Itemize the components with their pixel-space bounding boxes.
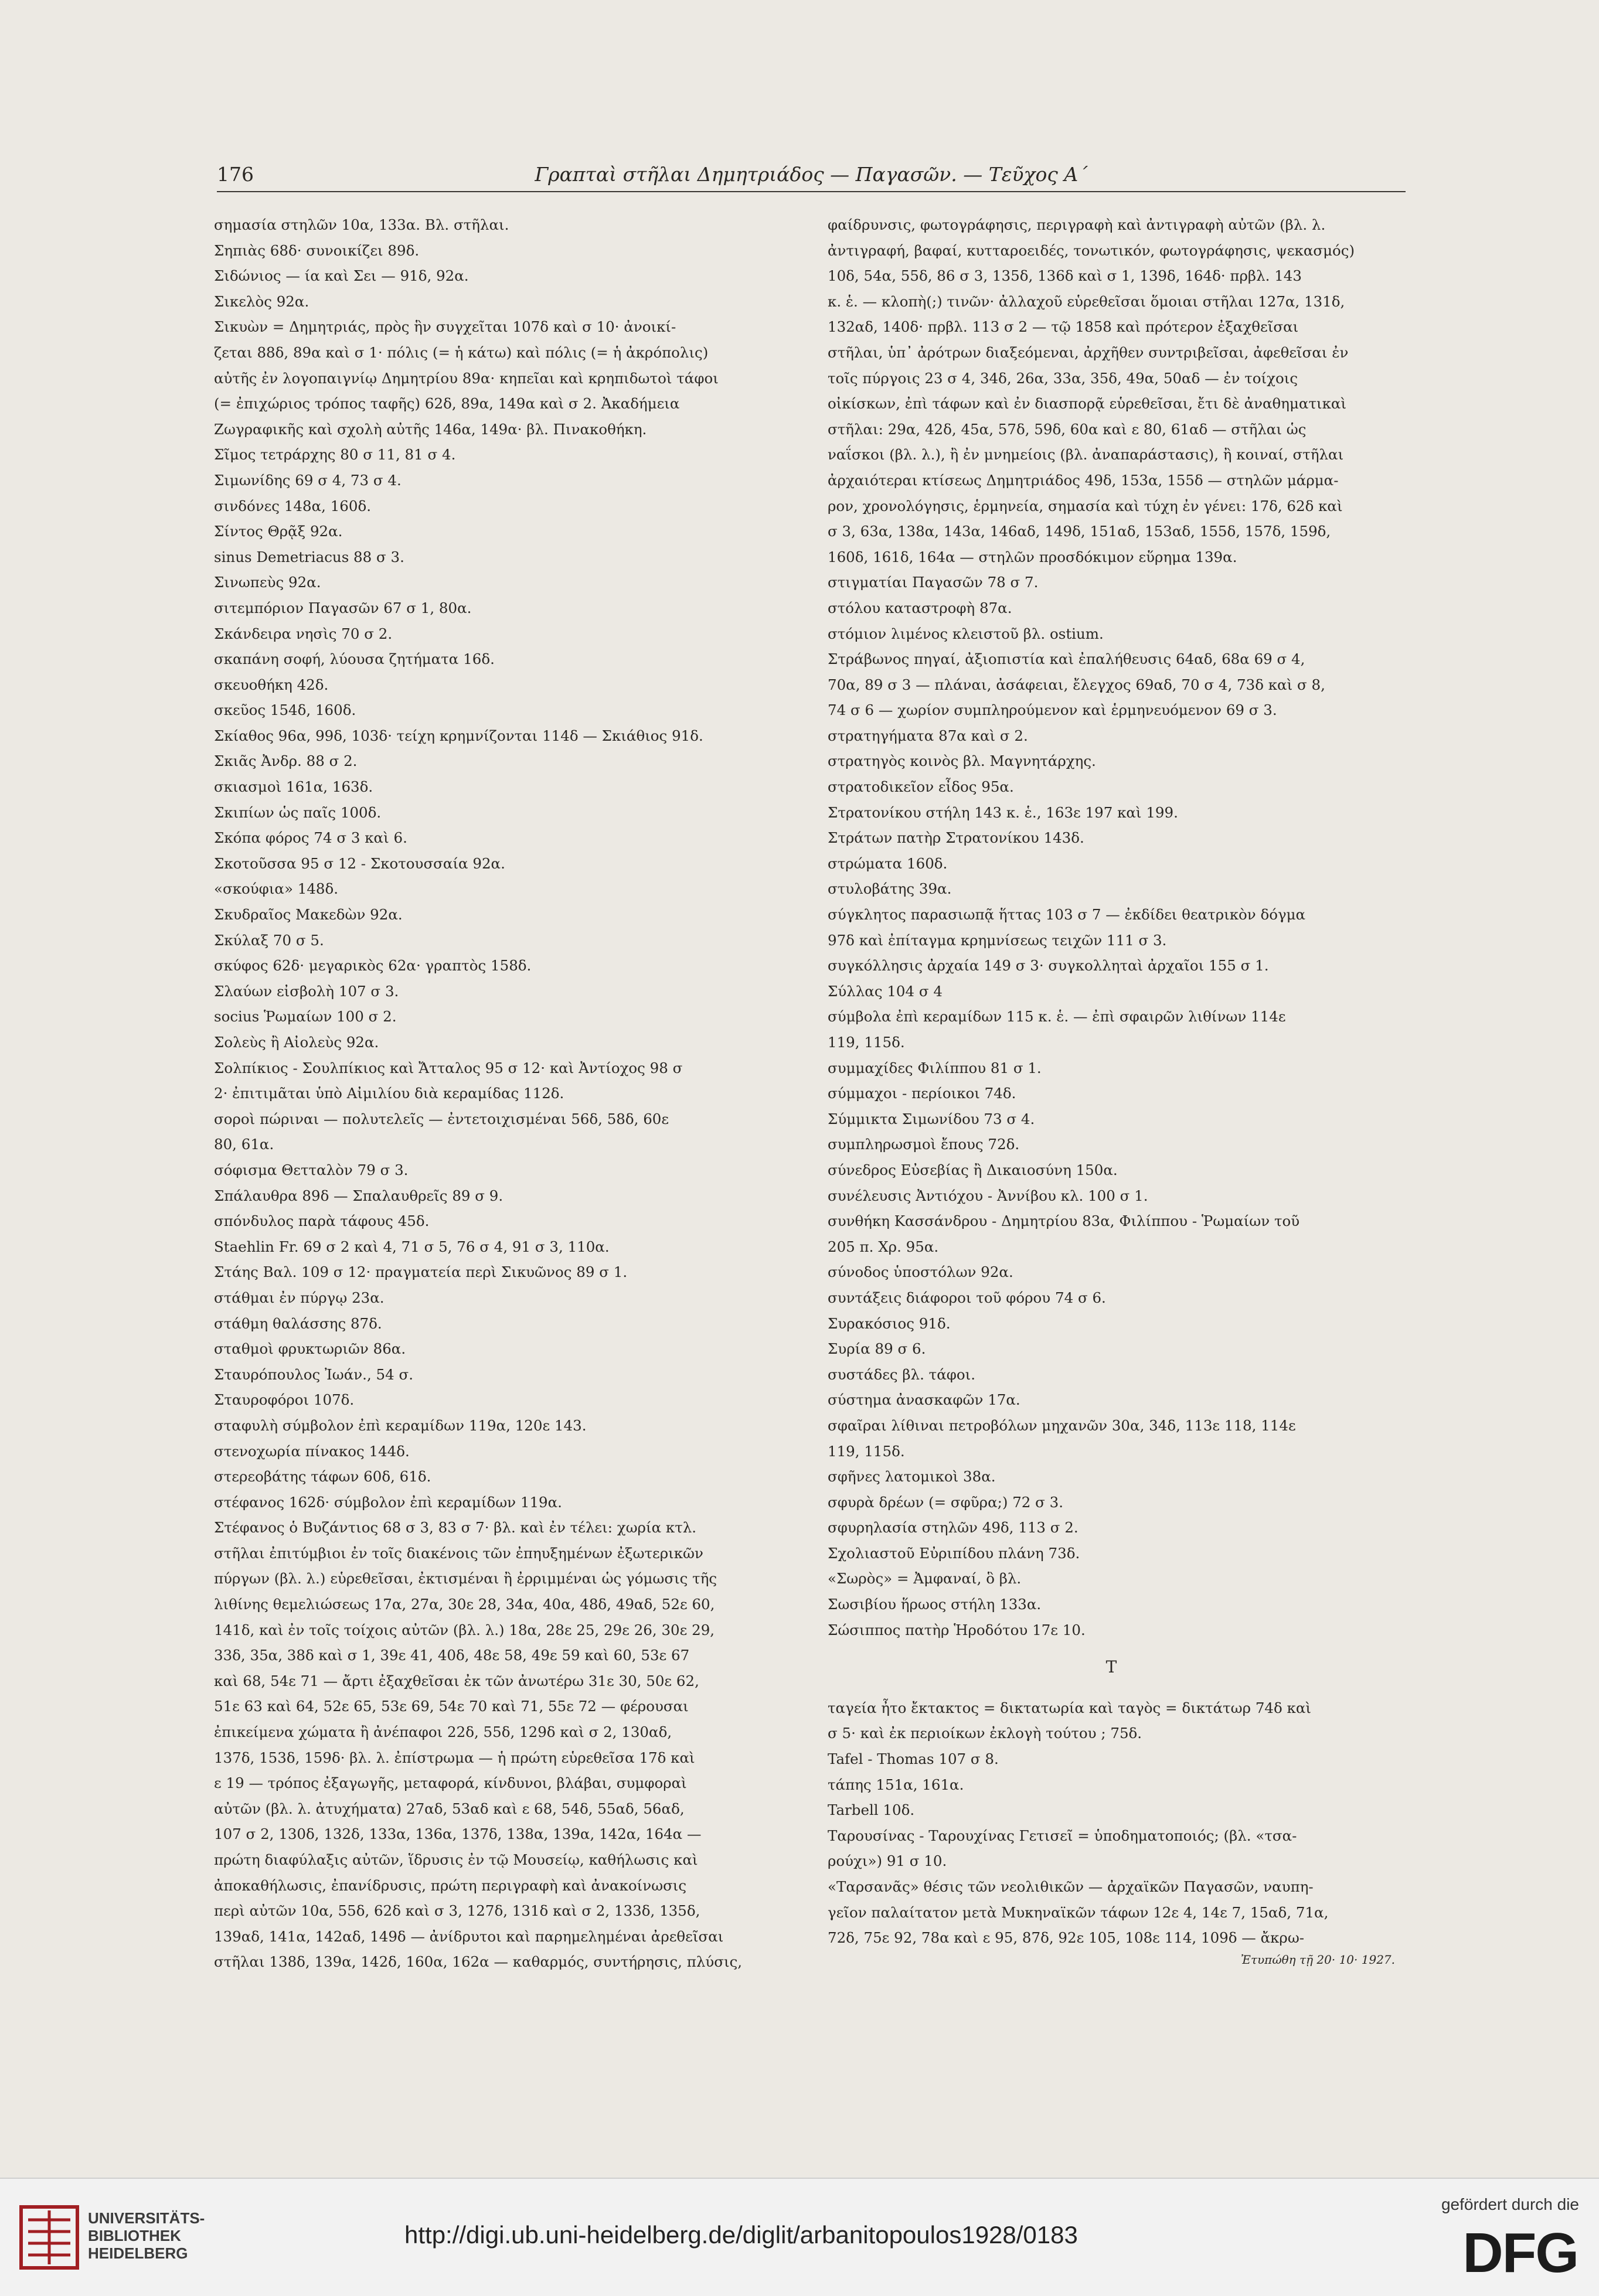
index-line: σύνοδος ὑποστόλων 92α. [828, 1263, 1013, 1281]
index-line: Staehlin Fr. 69 σ 2 καὶ 4, 71 σ 5, 76 σ 4, 91 σ 3, 110α. [214, 1238, 610, 1255]
page-number: 176 [217, 163, 254, 186]
index-line: πύργων (βλ. λ.) εὑρεθεῖσαι, ἐκτισμέναι ἢ ἐρριμμέναι ὡς γόμωσις τῆς [214, 1570, 717, 1588]
index-line: σύγκλητος παρασιωπᾷ ἥττας 103 σ 7 — ἐκδίδει θεατρικὸν δόγμα [828, 906, 1306, 924]
index-line: σταθμοὶ φρυκτωριῶν 86α. [214, 1340, 406, 1358]
index-line: 80, 61α. [214, 1136, 274, 1153]
index-line: συνέλευσις Ἀντιόχου - Ἀννίβου κλ. 100 σ 1. [828, 1187, 1148, 1204]
funding-note: gefördert durch die [1441, 2195, 1579, 2213]
index-line: 33δ, 35α, 38δ καὶ σ 1, 39ε 41, 40δ, 48ε 58, 49ε 59 καὶ 60, 53ε 67 [214, 1647, 690, 1664]
index-line: σφαῖραι λίθιναι πετροβόλων μηχανῶν 30α, 34δ, 113ε 118, 114ε [828, 1416, 1296, 1434]
index-line: καὶ 68, 54ε 71 — ἄρτι ἐξαχθεῖσαι ἐκ τῶν ἀνωτέρω 31ε 30, 50ε 62, [214, 1672, 699, 1689]
index-line: 97δ καὶ ἐπίταγμα κρημνίσεως τειχῶν 111 σ 3. [828, 931, 1167, 949]
index-line: σκεῦος 154δ, 160δ. [214, 701, 356, 719]
index-line: (= ἐπιχώριος τρόπος ταφῆς) 62δ, 89α, 149α καὶ σ 2. Ἀκαδήμεια [214, 395, 680, 413]
index-line: Σολεὺς ἢ Αἰολεὺς 92α. [214, 1034, 379, 1051]
index-line: Σύμμικτα Σιμωνίδου 73 σ 4. [828, 1110, 1035, 1127]
index-line: 205 π. Χρ. 95α. [828, 1238, 939, 1255]
index-line: Σταυρόπουλος Ἰωάν., 54 σ. [214, 1365, 414, 1383]
index-line: ζεται 88δ, 89α καὶ σ 1· πόλις (= ἡ κάτω) καὶ πόλις (= ἡ ἀκρόπολις) [214, 343, 709, 361]
printed-date: Ἐτυπώθη τῇ 20· 10· 1927. [1240, 1952, 1395, 1967]
index-line: ρον, χρονολόγησις, ἑρμηνεία, σημασία καὶ τύχη ἐν γένει: 17δ, 62δ καὶ [828, 497, 1343, 515]
index-line: συμπληρωσμοὶ ἔπους 72δ. [828, 1136, 1020, 1153]
header-rule [217, 191, 1406, 192]
index-line: Σπάλαυθρα 89δ — Σπαλαυθρεῖς 89 σ 9. [214, 1187, 503, 1204]
index-line: 2· ἐπιτιμᾶται ὑπὸ Αἰμιλίου διὰ κεραμίδας 112δ. [214, 1085, 564, 1102]
index-line: συστάδες βλ. τάφοι. [828, 1365, 976, 1383]
index-line: σπόνδυλος παρὰ τάφους 45δ. [214, 1212, 430, 1230]
index-line: στρατοδικεῖον εἶδος 95α. [828, 778, 1014, 796]
index-line: «σκούφια» 148δ. [214, 880, 339, 898]
index-line: Ζωγραφικῆς καὶ σχολὴ αὐτῆς 146α, 149α· βλ. Πινακοθήκη. [214, 420, 647, 438]
index-line: στρώματα 160δ. [828, 854, 948, 872]
index-line: Στράτων πατὴρ Στρατονίκου 143δ. [828, 829, 1084, 847]
index-line: στάθμαι ἐν πύργῳ 23α. [214, 1289, 385, 1306]
index-line: γεῖον παλαίτατον μετὰ Μυκηναϊκῶν τάφων 12ε 4, 14ε 7, 15αδ, 71α, [828, 1903, 1329, 1921]
index-line: Σιμωνίδης 69 σ 4, 73 σ 4. [214, 471, 402, 489]
index-line: στέφανος 162δ· σύμβολον ἐπὶ κεραμίδων 119α. [214, 1493, 562, 1511]
index-line: στῆλαι 138δ, 139α, 142δ, 160α, 162α — καθαρμός, συντήρησις, πλύσις, [214, 1953, 743, 1971]
index-line: Στρατονίκου στήλη 143 κ. ἑ., 163ε 197 καὶ 199. [828, 803, 1178, 821]
index-line: στόλου καταστροφὴ 87α. [828, 599, 1012, 616]
index-line: Σηπιὰς 68δ· συνοικίζει 89δ. [214, 241, 420, 259]
index-line: σφῆνες λατομικοὶ 38α. [828, 1468, 996, 1486]
index-line: Σιδώνιος — ία καὶ Σει — 91δ, 92α. [214, 267, 469, 285]
index-line: φαίδρυνσις, φωτογράφησις, περιγραφὴ καὶ ἀντιγραφὴ αὐτῶν (βλ. λ. [828, 216, 1326, 233]
index-line: στρατηγὸς κοινὸς βλ. Μαγνητάρχης. [828, 752, 1096, 770]
index-line: στερεοβάτης τάφων 60δ, 61δ. [214, 1468, 431, 1486]
index-line: σύνεδρος Εὐσεβίας ἢ Δικαιοσύνη 150α. [828, 1161, 1118, 1178]
index-line: ἐπικείμενα χώματα ἢ ἀνέπαφοι 22δ, 55δ, 129δ καὶ σ 2, 130αδ, [214, 1723, 672, 1741]
left-column [214, 212, 781, 1975]
index-line: περὶ αὐτῶν 10α, 55δ, 62δ καὶ σ 3, 127δ, 131δ καὶ σ 2, 133δ, 135δ, [214, 1902, 700, 1920]
index-line: ἀποκαθήλωσις, ἐπανίδρυσις, πρώτη περιγραφὴ καὶ ἀνακοίνωσις [214, 1876, 687, 1894]
index-line: αὐτῆς ἐν λογοπαιγνίῳ Δημητρίου 89α· κηπεῖαι καὶ κρηπιδωτοὶ τάφοι [214, 369, 719, 387]
right-column [828, 212, 1395, 1968]
index-line: τάπης 151α, 161α. [828, 1776, 964, 1793]
index-line: στῆλαι ἐπιτύμβιοι ἐν τοῖς διακένοις τῶν ἐπηυξημένων ἐξωτερικῶν [214, 1544, 703, 1562]
index-line: στυλοβάτης 39α. [828, 880, 952, 898]
index-line: στάθμη θαλάσσης 87δ. [214, 1314, 382, 1332]
index-line: ἀντιγραφή, βαφαί, κυτταροειδές, τονωτικόν, φωτογράφησις, ψεκασμός) [828, 241, 1355, 259]
library-name-line1: UNIVERSITÄTS- [88, 2209, 205, 2227]
index-line: σφυρὰ δρέων (= σφῦρα;) 72 σ 3. [828, 1493, 1064, 1511]
index-line: 160δ, 161δ, 164α — στηλῶν προσδόκιμον εὕρημα 139α. [828, 548, 1237, 566]
index-line: οἰκίσκων, ἐπὶ τάφων καὶ ἐν διασπορᾷ εὑρεθεῖσαι, ἔτι δὲ ἀναθηματικαὶ [828, 395, 1347, 413]
index-line: Συρία 89 σ 6. [828, 1340, 926, 1358]
index-line: «Σωρὸς» = Ἀμφαναί, ὃ βλ. [828, 1570, 1022, 1588]
index-line: σκευοθήκη 42δ. [214, 676, 329, 693]
index-line: Σωσιβίου ἥρωος στήλη 133α. [828, 1596, 1042, 1613]
index-line: socius Ῥωμαίων 100 σ 2. [214, 1008, 397, 1026]
index-line: σταφυλὴ σύμβολον ἐπὶ κεραμίδων 119α, 120ε 143. [214, 1416, 587, 1434]
index-line: Σῖμος τετράρχης 80 σ 11, 81 σ 4. [214, 446, 456, 464]
index-line: 137δ, 153δ, 159δ· βλ. λ. ἐπίστρωμα — ἡ πρώτη εὑρεθεῖσα 17δ καὶ [214, 1749, 695, 1766]
index-line: σ 3, 63α, 138α, 143α, 146αδ, 149δ, 151αδ, 153αδ, 155δ, 157δ, 159δ, [828, 523, 1331, 540]
index-line: Στέφανος ὁ Βυζάντιος 68 σ 3, 83 σ 7· βλ. καὶ ἐν τέλει: χωρία κτλ. [214, 1519, 697, 1537]
index-line: Σχολιαστοῦ Εὐριπίδου πλάνη 73δ. [828, 1544, 1080, 1562]
index-line: «Ταρσανᾶς» θέσις τῶν νεολιθικῶν — ἀρχαϊκῶν Παγασῶν, ναυπη- [828, 1878, 1314, 1895]
index-line: 107 σ 2, 130δ, 132δ, 133α, 136α, 137δ, 138α, 139α, 142α, 164α — [214, 1825, 702, 1843]
permalink-url[interactable]: http://digi.ub.uni-heidelberg.de/diglit/arbanitopoulos1928/0183 [404, 2221, 1078, 2249]
index-line: 119, 115δ. [828, 1442, 905, 1460]
index-line: 74 σ 6 — χωρίον συμπληρούμενον καὶ ἑρμηνευόμενον 69 σ 3. [828, 701, 1277, 719]
index-line: σύμμαχοι - περίοικοι 74δ. [828, 1085, 1016, 1102]
index-line: Ταρουσίνας - Ταρουχίνας Γετισεῖ = ὑποδηματοποιός; (βλ. «τσα- [828, 1827, 1297, 1844]
index-line: ρούχι») 91 σ 10. [828, 1852, 947, 1870]
library-seal-icon [18, 2202, 82, 2273]
index-line: Σλαύων εἰσβολὴ 107 σ 3. [214, 982, 399, 1000]
library-name [88, 2209, 205, 2262]
index-line: σιτεμπόριον Παγασῶν 67 σ 1, 80α. [214, 599, 472, 616]
index-line: Στάης Βαλ. 109 σ 12· πραγματεία περὶ Σικυῶνος 89 σ 1. [214, 1263, 628, 1281]
index-line: Σκάνδειρα νησὶς 70 σ 2. [214, 625, 393, 642]
index-line: Σικελὸς 92α. [214, 292, 309, 310]
index-line: Σκύλαξ 70 σ 5. [214, 931, 324, 949]
index-line: 10δ, 54α, 55δ, 86 σ 3, 135δ, 136δ καὶ σ 1, 139δ, 164δ· πρβλ. 143 [828, 267, 1302, 285]
index-line: στρατηγήματα 87α καὶ σ 2. [828, 727, 1028, 744]
index-line: Σύλλας 104 σ 4 [828, 982, 943, 1000]
index-line: συντάξεις διάφοροι τοῦ φόρου 74 σ 6. [828, 1289, 1106, 1306]
index-line: συνθήκη Κασσάνδρου - Δημητρίου 83α, Φιλίππου - Ῥωμαίων τοῦ [828, 1212, 1300, 1230]
index-line: πρώτη διαφύλαξις αὐτῶν, ἵδρυσις ἐν τῷ Μουσείῳ, καθήλωσις καὶ [214, 1851, 698, 1868]
index-line: σοροὶ πώριναι — πολυτελεῖς — ἐντετοιχισμέναι 56δ, 58δ, 60ε [214, 1110, 669, 1127]
index-line: ταγεία ἦτο ἔκτακτος = δικτατωρία καὶ ταγὸς = δικτάτωρ 74δ καὶ [828, 1699, 1312, 1716]
index-line: σ 5· καὶ ἐκ περιοίκων ἐκλογὴ τούτου ; 75δ. [828, 1725, 1142, 1742]
index-line: σημασία στηλῶν 10α, 133α. Βλ. στῆλαι. [214, 216, 509, 233]
right-column-sigma-entries [828, 212, 1395, 1643]
index-line: σύμβολα ἐπὶ κεραμίδων 115 κ. ἑ. — ἐπὶ σφαιρῶν λιθίνων 114ε [828, 1008, 1286, 1026]
index-line: 70α, 89 σ 3 — πλάναι, ἀσάφειαι, ἔλεγχος 69αδ, 70 σ 4, 73δ καὶ σ 8, [828, 676, 1325, 693]
right-column-tau-entries [828, 1695, 1395, 1951]
index-line: Σίντος Θρᾷξ 92α. [214, 523, 343, 540]
index-line: 51ε 63 καὶ 64, 52ε 65, 53ε 69, 54ε 70 καὶ 71, 55ε 72 — φέρουσαι [214, 1698, 689, 1715]
index-line: Σικυὼν = Δημητριάς, πρὸς ἣν συγχεῖται 107δ καὶ σ 10· ἀνοικί- [214, 318, 676, 336]
index-line: σκύφος 62δ· μεγαρικὸς 62α· γραπτὸς 158δ. [214, 957, 532, 975]
index-line: Σταυροφόροι 107δ. [214, 1391, 355, 1409]
index-line: στιγματίαι Παγασῶν 78 σ 7. [828, 574, 1039, 591]
index-line: στῆλαι, ὑπ᾽ ἀρότρων διαξεόμεναι, ἀρχῆθεν συντριβεῖσαι, ἀφεθεῖσαι ἐν [828, 343, 1349, 361]
index-line: σφυρηλασία στηλῶν 49δ, 113 σ 2. [828, 1519, 1079, 1537]
index-line: Σκιπίων ὡς παῖς 100δ. [214, 803, 382, 821]
index-line: Σώσιππος πατὴρ Ἡροδότου 17ε 10. [828, 1621, 1086, 1638]
index-line: σινδόνες 148α, 160δ. [214, 497, 372, 515]
library-name-line3: HEIDELBERG [88, 2244, 188, 2262]
index-line: σόφισμα Θετταλὸν 79 σ 3. [214, 1161, 409, 1178]
index-line: στῆλαι: 29α, 42δ, 45α, 57δ, 59δ, 60α καὶ ε 80, 61αδ — στῆλαι ὡς [828, 420, 1307, 438]
index-line: Σινωπεὺς 92α. [214, 574, 321, 591]
index-line: συγκόλλησις ἀρχαία 149 σ 3· συγκολληταὶ ἀρχαῖοι 155 σ 1. [828, 957, 1269, 975]
index-line: στόμιον λιμένος κλειστοῦ βλ. ostium. [828, 625, 1104, 642]
index-line: 141δ, καὶ ἐν τοῖς τοίχοις αὐτῶν (βλ. λ.) 18α, 28ε 25, 29ε 26, 30ε 29, [214, 1621, 715, 1638]
footer-bar [0, 2178, 1599, 2296]
index-line: σκαπάνη σοφή, λύουσα ζητήματα 16δ. [214, 650, 495, 668]
index-line: Στράβωνος πηγαί, ἀξιοπιστία καὶ ἐπαλήθευσις 64αδ, 68α 69 σ 4, [828, 650, 1305, 668]
section-letter: Τ [1105, 1657, 1117, 1677]
index-line: αὐτῶν (βλ. λ. ἀτυχήματα) 27αδ, 53αδ καὶ ε 68, 54δ, 55αδ, 56αδ, [214, 1800, 685, 1817]
running-header [217, 157, 1406, 192]
index-line: Tafel - Thomas 107 σ 8. [828, 1750, 999, 1768]
index-line: Σολπίκιος - Σουλπίκιος καὶ Ἄτταλος 95 σ 12· καὶ Ἀντίοχος 98 σ [214, 1059, 683, 1077]
dfg-logo: DFG [1462, 2222, 1578, 2284]
index-line: Σκοτοῦσσα 95 σ 12 - Σκοτουσσαία 92α. [214, 854, 505, 872]
index-line: sinus Demetriacus 88 σ 3. [214, 548, 404, 566]
index-line: ε 19 — τρόπος ἐξαγωγῆς, μεταφορά, κίνδυνοι, βλάβαι, συμφοραὶ [214, 1774, 687, 1792]
index-line: Σκόπα φόρος 74 σ 3 καὶ 6. [214, 829, 407, 847]
index-line: 139αδ, 141α, 142αδ, 149δ — ἀνίδρυτοι καὶ παρημελημέναι ἀρεθεῖσαι [214, 1927, 724, 1945]
index-line: στενοχωρία πίνακος 144δ. [214, 1442, 410, 1460]
index-line: λιθίνης θεμελιώσεως 17α, 27α, 30ε 28, 34α, 40α, 48δ, 49αδ, 52ε 60, [214, 1596, 715, 1613]
index-line: 72δ, 75ε 92, 78α καὶ ε 95, 87δ, 92ε 105, 108ε 114, 109δ — ἄκρω- [828, 1929, 1305, 1947]
index-line: Συρακόσιος 91δ. [828, 1314, 951, 1332]
index-line: τοῖς πύργοις 23 σ 4, 34δ, 26α, 33α, 35δ, 49α, 50αδ — ἐν τοίχοις [828, 369, 1298, 387]
index-line: 119, 115δ. [828, 1034, 905, 1051]
index-line: σύστημα ἀνασκαφῶν 17α. [828, 1391, 1020, 1409]
index-line: ἀρχαιότεραι κτίσεως Δημητριάδος 49δ, 153α, 155δ — στηλῶν μάρμα- [828, 471, 1339, 489]
index-line: κ. ἑ. — κλοπὴ(;) τινῶν· ἀλλαχοῦ εὑρεθεῖσαι ὅμοιαι στῆλαι 127α, 131δ, [828, 292, 1345, 310]
index-line: σκιασμοὶ 161α, 163δ. [214, 778, 373, 796]
library-name-line2: BIBLIOTHEK [88, 2227, 181, 2244]
index-line: Σκίαθος 96α, 99δ, 103δ· τείχη κρημνίζονται 114δ — Σκιάθιος 91δ. [214, 727, 703, 744]
index-line: ναΐσκοι (βλ. λ.), ἢ ἐν μνημείοις (βλ. ἀναπαράστασις), ἢ κοιναί, στῆλαι [828, 446, 1344, 464]
index-line: Tarbell 10δ. [828, 1801, 915, 1819]
index-line: Σκιᾶς Ἀνδρ. 88 σ 2. [214, 752, 358, 770]
running-title: Γραπταὶ στῆλαι Δημητριάδος — Παγασῶν. — Τεῦχος Α΄ [535, 163, 1088, 186]
index-line: 132αδ, 140δ· πρβλ. 113 σ 2 — τῷ 1858 καὶ πρότερον ἐξαχθεῖσαι [828, 318, 1299, 336]
index-line: συμμαχίδες Φιλίππου 81 σ 1. [828, 1059, 1042, 1077]
index-line: Σκυδραῖος Μακεδὼν 92α. [214, 906, 403, 924]
